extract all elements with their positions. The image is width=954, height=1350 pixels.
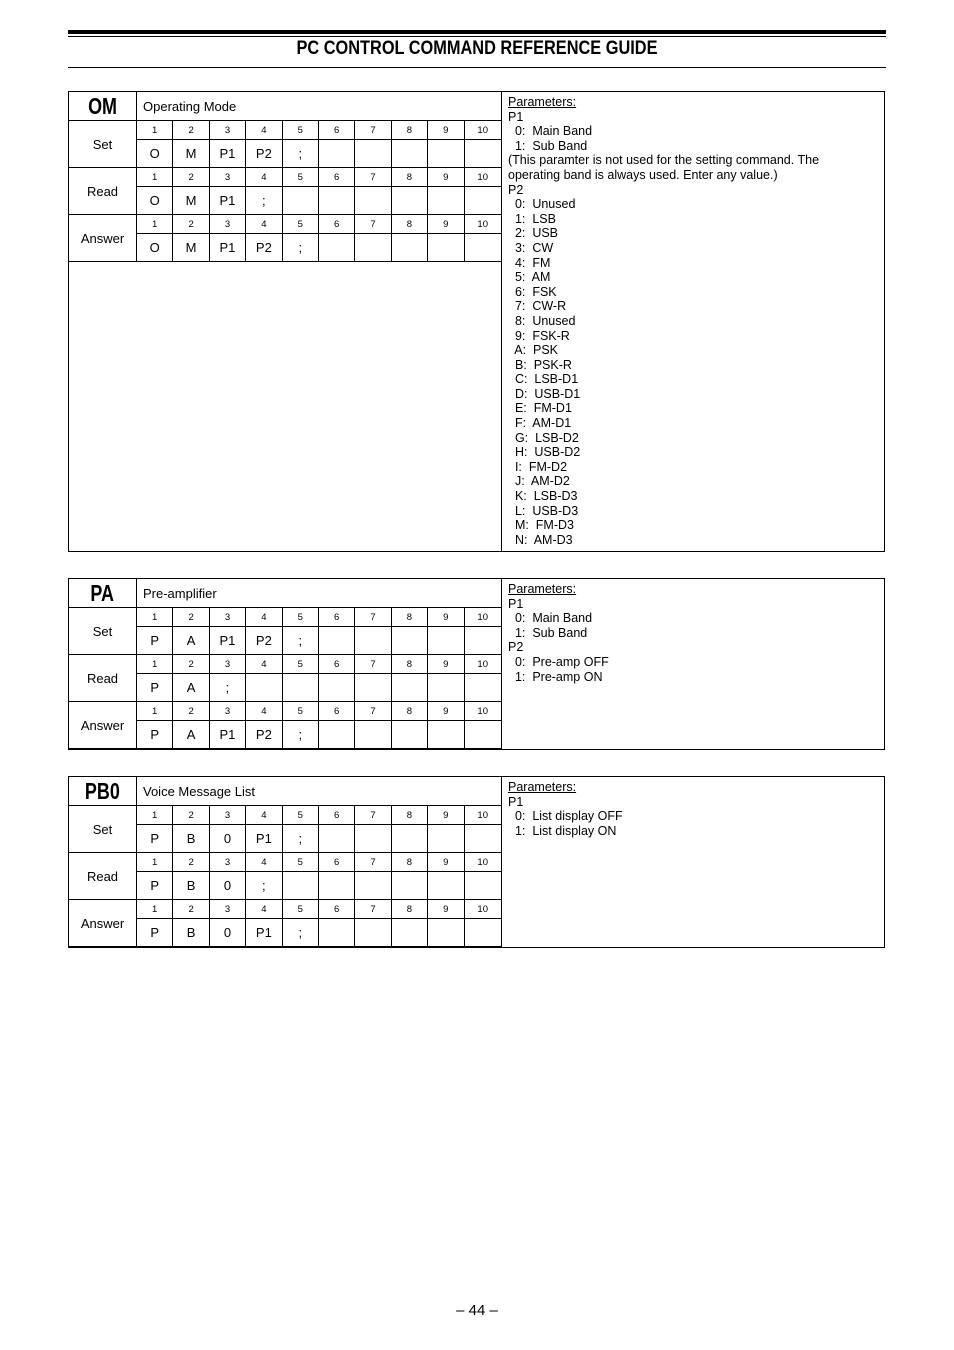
column-number: 5: [283, 655, 319, 673]
command-name: Pre-amplifier: [137, 579, 501, 608]
column-number: 3: [210, 608, 246, 626]
column-number: 8: [392, 806, 428, 824]
value-row: [137, 825, 501, 852]
page-title: PC CONTROL COMMAND REFERENCE GUIDE: [296, 38, 658, 59]
value-cell: P1: [246, 919, 282, 946]
column-number: 7: [355, 655, 391, 673]
parameter-line: 0: Unused: [508, 197, 576, 212]
column-number: 3: [210, 655, 246, 673]
command-row-read: [69, 655, 501, 702]
parameter-line: C: LSB-D1: [508, 372, 579, 387]
value-cell: [319, 187, 355, 214]
column-number-row: [137, 806, 501, 825]
command-name: Voice Message List: [137, 777, 501, 806]
command-row-set: [69, 121, 501, 168]
column-number-row: [137, 702, 501, 721]
value-cell: [319, 674, 355, 701]
value-cell: [283, 674, 319, 701]
column-number: 2: [173, 702, 209, 720]
value-cell: M: [173, 234, 209, 261]
command-code: OM: [88, 92, 117, 119]
value-cell: A: [173, 674, 209, 701]
column-number: 7: [355, 608, 391, 626]
value-cell: B: [173, 872, 209, 899]
row-label: Read: [69, 168, 137, 214]
value-cell: P1: [210, 234, 246, 261]
parameter-line: 6: FSK: [508, 284, 557, 299]
parameter-line: 1: LSB: [508, 211, 556, 226]
column-number-row: [137, 655, 501, 674]
value-cell: P1: [210, 187, 246, 214]
value-cell: [465, 187, 501, 214]
value-cell: [428, 140, 464, 167]
value-cell: A: [173, 627, 209, 654]
parameter-line: 0: List display OFF: [508, 809, 623, 824]
column-number: 10: [477, 856, 488, 868]
value-cell: [355, 140, 391, 167]
command-rows: [69, 121, 501, 262]
command-row-read: [69, 853, 501, 900]
column-number: 10: [477, 218, 488, 230]
column-number: 8: [392, 168, 428, 186]
parameters-heading: Parameters:: [508, 780, 577, 794]
column-number: 5: [283, 215, 319, 233]
column-number: 9: [428, 806, 464, 824]
value-cell: [392, 674, 428, 701]
parameter-line: 2: USB: [508, 226, 559, 241]
column-number: 7: [355, 900, 391, 918]
value-cell: [465, 872, 501, 899]
column-number: 3: [210, 215, 246, 233]
value-cell: [392, 187, 428, 214]
value-cell: [283, 187, 319, 214]
value-cell: [392, 627, 428, 654]
title-underline: [68, 67, 886, 68]
parameter-line: P2: [508, 640, 524, 655]
column-number: 7: [355, 121, 391, 139]
value-cell: [392, 919, 428, 946]
column-number: 9: [428, 608, 464, 626]
parameter-line: P2: [508, 182, 524, 197]
column-number: 4: [246, 655, 282, 673]
column-number: 6: [319, 121, 355, 139]
value-cell: P1: [246, 825, 282, 852]
column-number: 6: [319, 608, 355, 626]
value-cell: [355, 919, 391, 946]
value-cell: [465, 825, 501, 852]
column-number: 8: [392, 215, 428, 233]
column-number: 8: [392, 655, 428, 673]
value-cell: [355, 825, 391, 852]
value-cell: 0: [210, 872, 246, 899]
column-number: 1: [137, 215, 173, 233]
page-number: – 44 –: [456, 1302, 498, 1319]
column-number: 9: [428, 853, 464, 871]
parameters-heading: Parameters:: [508, 95, 577, 109]
value-cell: B: [173, 825, 209, 852]
row-label: Answer: [69, 702, 137, 748]
parameter-line: G: LSB-D2: [508, 430, 579, 445]
column-number: 4: [246, 806, 282, 824]
value-cell: P2: [246, 721, 282, 748]
command-code: PA: [90, 579, 115, 606]
value-cell: [428, 825, 464, 852]
parameter-line: P1: [508, 794, 524, 809]
column-number: 2: [173, 168, 209, 186]
command-block-pa: [68, 578, 885, 750]
parameter-line: H: USB-D2: [508, 445, 581, 460]
column-number: 9: [428, 655, 464, 673]
value-cell: [355, 234, 391, 261]
command-code: PB0: [85, 777, 120, 804]
value-cell: [355, 872, 391, 899]
command-row-set: [69, 806, 501, 853]
parameter-line: M: FM-D3: [508, 518, 574, 533]
parameter-line: B: PSK-R: [508, 357, 572, 372]
column-number: 4: [246, 702, 282, 720]
row-label: Set: [69, 121, 137, 167]
column-number: 6: [319, 655, 355, 673]
value-cell: [465, 140, 501, 167]
parameter-line: E: FM-D1: [508, 401, 572, 416]
value-cell: [465, 234, 501, 261]
command-block-pb0: [68, 776, 885, 948]
value-cell: ;: [283, 627, 319, 654]
column-number: 7: [355, 853, 391, 871]
column-number: 5: [283, 900, 319, 918]
column-number: 10: [477, 705, 488, 717]
value-cell: ;: [246, 187, 282, 214]
row-label: Answer: [69, 215, 137, 261]
command-row-answer: [69, 702, 501, 749]
parameter-line: K: LSB-D3: [508, 489, 578, 504]
column-number: 6: [319, 900, 355, 918]
value-cell: 0: [210, 825, 246, 852]
column-number: 3: [210, 121, 246, 139]
value-cell: O: [137, 187, 173, 214]
column-number-row: [137, 853, 501, 872]
value-row: [137, 674, 501, 701]
column-number: 3: [210, 900, 246, 918]
value-cell: [392, 825, 428, 852]
column-number: 2: [173, 900, 209, 918]
column-number: 7: [355, 702, 391, 720]
value-cell: [465, 721, 501, 748]
parameter-line: 1: Pre-amp ON: [508, 669, 603, 684]
column-number: 3: [210, 702, 246, 720]
value-cell: [319, 825, 355, 852]
value-cell: A: [173, 721, 209, 748]
value-cell: P: [137, 627, 173, 654]
value-row: [137, 627, 501, 654]
column-number: 1: [137, 702, 173, 720]
value-cell: [465, 674, 501, 701]
value-cell: [392, 234, 428, 261]
column-number: 8: [392, 853, 428, 871]
value-row: [137, 187, 501, 214]
column-number: 9: [428, 215, 464, 233]
parameter-line: 1: List display ON: [508, 823, 617, 838]
column-number-row: [137, 121, 501, 140]
column-number: 9: [428, 702, 464, 720]
command-name: Operating Mode: [137, 92, 501, 121]
value-cell: P1: [210, 140, 246, 167]
column-number: 1: [137, 806, 173, 824]
row-label: Set: [69, 806, 137, 852]
value-cell: [319, 627, 355, 654]
parameter-line: 8: Unused: [508, 313, 576, 328]
value-cell: [465, 627, 501, 654]
column-number-row: [137, 168, 501, 187]
parameter-line: P1: [508, 596, 524, 611]
row-label: Answer: [69, 900, 137, 946]
row-label: Read: [69, 655, 137, 701]
column-number: 10: [477, 124, 488, 136]
value-cell: [283, 872, 319, 899]
value-cell: [392, 140, 428, 167]
column-number: 6: [319, 853, 355, 871]
column-number: 5: [283, 608, 319, 626]
column-number: 4: [246, 900, 282, 918]
column-number: 8: [392, 608, 428, 626]
value-cell: ;: [283, 140, 319, 167]
value-row: [137, 140, 501, 167]
value-row: [137, 919, 501, 946]
parameter-line: A: PSK: [508, 343, 559, 358]
value-row: [137, 872, 501, 899]
column-number: 9: [428, 900, 464, 918]
command-code-cell: [69, 777, 137, 806]
parameters-heading: Parameters:: [508, 582, 577, 596]
column-number: 6: [319, 215, 355, 233]
column-number: 4: [246, 168, 282, 186]
parameter-line: 0: Main Band: [508, 611, 593, 626]
parameter-line: F: AM-D1: [508, 416, 572, 431]
value-cell: [465, 919, 501, 946]
parameter-line: 0: Main Band: [508, 124, 593, 139]
value-cell: ;: [283, 234, 319, 261]
value-cell: [319, 234, 355, 261]
value-cell: P: [137, 872, 173, 899]
column-number: 10: [477, 903, 488, 915]
value-cell: [428, 187, 464, 214]
command-row-read: [69, 168, 501, 215]
value-cell: ;: [283, 721, 319, 748]
value-cell: ;: [283, 919, 319, 946]
column-number: 10: [477, 611, 488, 623]
column-number: 3: [210, 806, 246, 824]
column-number: 10: [477, 658, 488, 670]
column-number: 5: [283, 806, 319, 824]
parameter-line: D: USB-D1: [508, 386, 581, 401]
column-number: 7: [355, 168, 391, 186]
value-cell: O: [137, 140, 173, 167]
value-cell: [428, 627, 464, 654]
value-cell: P: [137, 674, 173, 701]
value-cell: P: [137, 721, 173, 748]
value-cell: [319, 872, 355, 899]
value-cell: [355, 721, 391, 748]
parameter-line: 0: Pre-amp OFF: [508, 654, 609, 669]
command-block-om: [68, 91, 885, 552]
value-cell: P2: [246, 234, 282, 261]
value-cell: [428, 919, 464, 946]
column-number: 8: [392, 702, 428, 720]
value-cell: B: [173, 919, 209, 946]
value-cell: P: [137, 825, 173, 852]
column-number: 7: [355, 215, 391, 233]
column-number: 4: [246, 121, 282, 139]
parameter-line: 7: CW-R: [508, 299, 567, 314]
parameters-panel: [501, 579, 884, 749]
value-cell: ;: [246, 872, 282, 899]
value-cell: [392, 872, 428, 899]
parameter-line: 9: FSK-R: [508, 328, 570, 343]
value-cell: [392, 721, 428, 748]
value-cell: ;: [210, 674, 246, 701]
row-label: Set: [69, 608, 137, 654]
column-number: 6: [319, 168, 355, 186]
parameter-line: 3: CW: [508, 240, 554, 255]
column-number: 2: [173, 655, 209, 673]
value-cell: M: [173, 140, 209, 167]
parameter-line: N: AM-D3: [508, 532, 573, 547]
column-number: 3: [210, 168, 246, 186]
command-rows: [69, 608, 501, 749]
column-number: 5: [283, 168, 319, 186]
column-number: 10: [477, 809, 488, 821]
command-row-answer: [69, 215, 501, 262]
value-cell: 0: [210, 919, 246, 946]
column-number: 5: [283, 121, 319, 139]
value-cell: P1: [210, 627, 246, 654]
column-number: 4: [246, 608, 282, 626]
column-number: 2: [173, 806, 209, 824]
column-number: 3: [210, 853, 246, 871]
column-number: 2: [173, 215, 209, 233]
column-number: 1: [137, 608, 173, 626]
column-number-row: [137, 215, 501, 234]
value-cell: [355, 187, 391, 214]
value-row: [137, 721, 501, 748]
column-number-row: [137, 900, 501, 919]
parameter-line: L: USB-D3: [508, 503, 579, 518]
row-label: Read: [69, 853, 137, 899]
column-number: 2: [173, 608, 209, 626]
value-row: [137, 234, 501, 261]
command-rows: [69, 806, 501, 947]
value-cell: M: [173, 187, 209, 214]
column-number: 1: [137, 900, 173, 918]
value-cell: ;: [283, 825, 319, 852]
value-cell: P2: [246, 627, 282, 654]
column-number: 9: [428, 168, 464, 186]
parameter-line: J: AM-D2: [508, 474, 570, 489]
value-cell: P: [137, 919, 173, 946]
column-number: 8: [392, 900, 428, 918]
column-number: 10: [477, 171, 488, 183]
value-cell: O: [137, 234, 173, 261]
value-cell: [319, 140, 355, 167]
column-number: 9: [428, 121, 464, 139]
command-code-cell: [69, 579, 137, 608]
column-number: 8: [392, 121, 428, 139]
parameter-line: P1: [508, 109, 524, 124]
value-cell: [428, 674, 464, 701]
column-number: 4: [246, 215, 282, 233]
column-number: 6: [319, 702, 355, 720]
column-number: 6: [319, 806, 355, 824]
parameters-panel: [501, 92, 884, 551]
command-row-answer: [69, 900, 501, 947]
column-number-row: [137, 608, 501, 627]
parameter-line: 5: AM: [508, 270, 551, 285]
parameters-panel: [501, 777, 884, 947]
top-rule: [68, 30, 886, 34]
parameter-line: 1: Sub Band: [508, 138, 588, 153]
parameter-line: I: FM-D2: [508, 459, 568, 474]
parameter-line: (This paramter is not used for the setting command. The operating band is always used. Enter any value.): [508, 153, 820, 182]
parameter-line: 4: FM: [508, 255, 551, 270]
column-number: 5: [283, 702, 319, 720]
column-number: 5: [283, 853, 319, 871]
value-cell: [319, 919, 355, 946]
column-number: 1: [137, 853, 173, 871]
value-cell: P1: [210, 721, 246, 748]
column-number: 2: [173, 121, 209, 139]
value-cell: [428, 234, 464, 261]
column-number: 2: [173, 853, 209, 871]
column-number: 1: [137, 168, 173, 186]
value-cell: [246, 674, 282, 701]
column-number: 7: [355, 806, 391, 824]
value-cell: P2: [246, 140, 282, 167]
value-cell: [428, 721, 464, 748]
value-cell: [355, 674, 391, 701]
value-cell: [355, 627, 391, 654]
column-number: 1: [137, 655, 173, 673]
command-row-set: [69, 608, 501, 655]
parameter-line: 1: Sub Band: [508, 625, 588, 640]
value-cell: [319, 721, 355, 748]
column-number: 4: [246, 853, 282, 871]
column-number: 1: [137, 121, 173, 139]
value-cell: [428, 872, 464, 899]
command-code-cell: [69, 92, 137, 121]
